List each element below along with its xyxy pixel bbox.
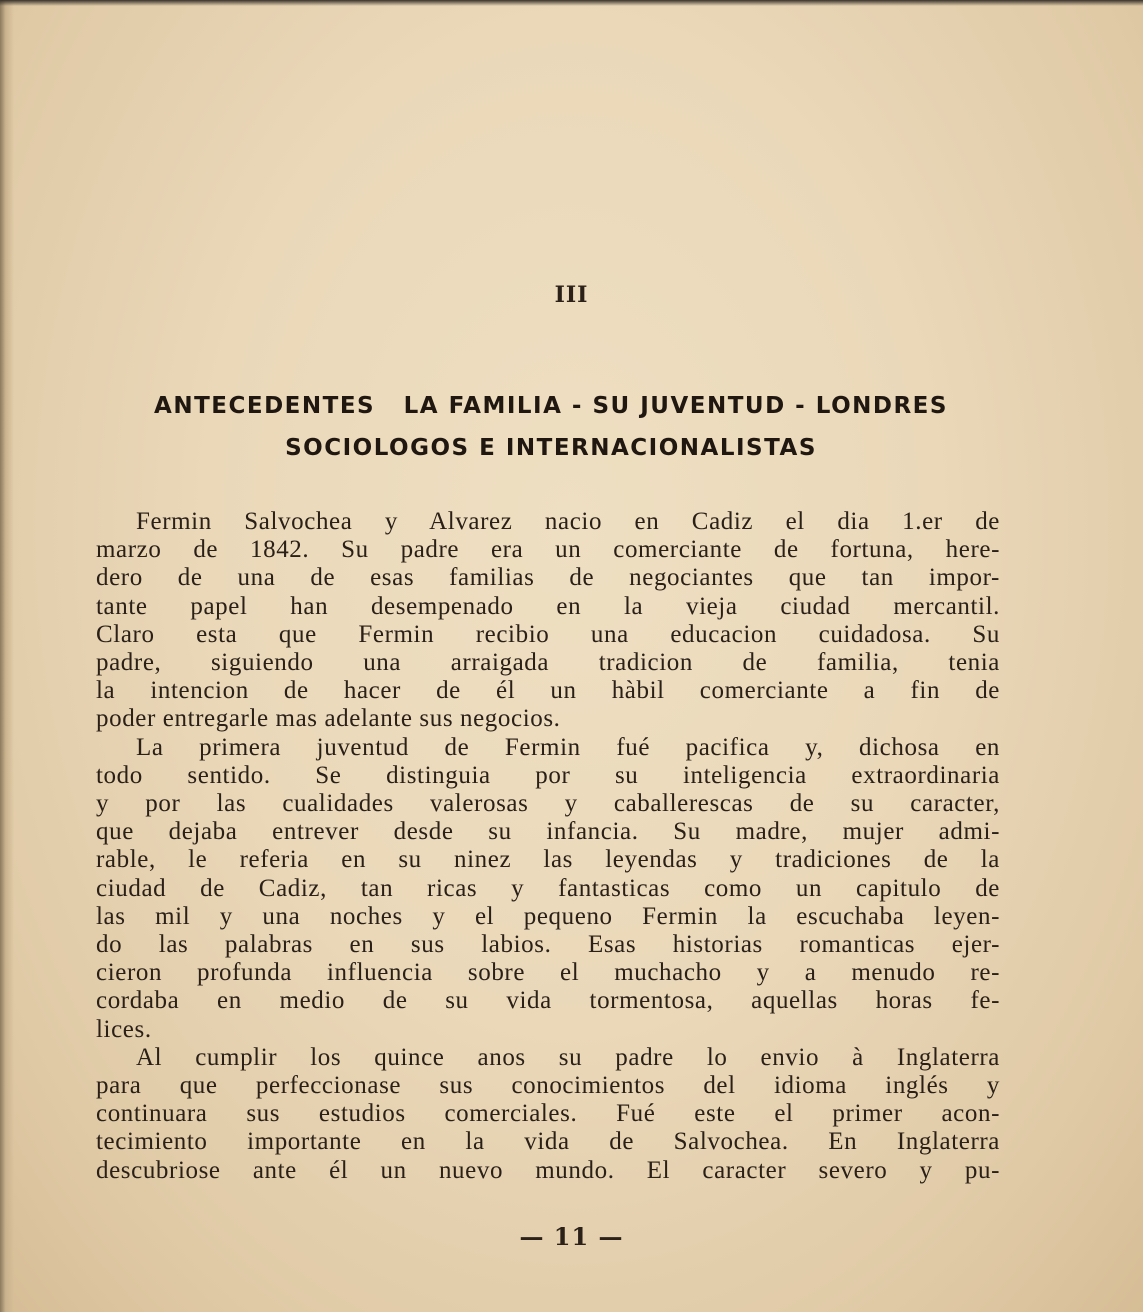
text-line: tecimiento importante en la vida de Salvochea. En Inglaterra: [96, 1128, 1000, 1156]
text-line: Fermin Salvochea y Alvarez nacio en Cadiz el dia 1.er de: [136, 508, 1000, 535]
text-line: padre, siguiendo una arraigada tradicion de familia, tenia: [96, 649, 1000, 677]
text-line: dero de una de esas familias de negociantes que tan impor-: [96, 564, 1000, 592]
text-line: que dejaba entrever desde su infancia. Su madre, mujer admi-: [96, 818, 1000, 846]
text-line: continuara sus estudios comerciales. Fué este el primer acon-: [96, 1100, 1000, 1128]
text-line: marzo de 1842. Su padre era un comerciante de fortuna, here-: [96, 536, 1000, 564]
text-line: Al cumplir los quince anos su padre lo envio à Inglaterra: [136, 1043, 1000, 1071]
chapter-number: III: [554, 282, 589, 308]
chapter-title-line: SOCIOLOGOS E INTERNACIONALISTAS: [285, 435, 817, 461]
text-line: cieron profunda influencia sobre el muchacho y a menudo re-: [96, 959, 1000, 987]
text-line: tante papel han desempenado en la vieja ciudad mercantil.: [96, 592, 1000, 620]
paragraph: [96, 1044, 1000, 1185]
text-line: lices.: [96, 1015, 152, 1043]
chapter-title: [96, 385, 1006, 469]
text-line: descubriose ante él un nuevo mundo. El caracter severo y pu-: [96, 1156, 1000, 1184]
body-text: [96, 508, 1000, 1185]
page-number: — 11 —: [519, 1222, 624, 1251]
page-top-edge: [0, 0, 1143, 6]
text-line: y por las cualidades valerosas y caballerescas de su caracter,: [96, 790, 1000, 818]
paragraph: [96, 734, 1000, 1044]
text-line: las mil y una noches y el pequeno Fermin la escuchaba leyen-: [96, 902, 1000, 930]
text-line: todo sentido. Se distinguia por su inteligencia extraordinaria: [96, 761, 1000, 789]
chapter-title-line: ANTECEDENTES LA FAMILIA - SU JUVENTUD - LONDRES: [154, 393, 948, 419]
text-line: cordaba en medio de su vida tormentosa, aquellas horas fe-: [96, 987, 1000, 1015]
text-line: do las palabras en sus labios. Esas historias romanticas ejer-: [96, 931, 1000, 959]
text-line: para que perfeccionase sus conocimientos del idioma inglés y: [96, 1072, 1000, 1100]
text-line: la intencion de hacer de él un hàbil comerciante a fin de: [96, 677, 1000, 705]
text-line: rable, le referia en su ninez las leyendas y tradiciones de la: [96, 846, 1000, 874]
text-line: Claro esta que Fermin recibio una educacion cuidadosa. Su: [96, 620, 1000, 648]
text-line: poder entregarle mas adelante sus negocios.: [96, 705, 561, 733]
text-line: La primera juventud de Fermin fué pacifica y, dichosa en: [136, 733, 1000, 761]
page-binding-edge: [0, 0, 14, 1312]
paragraph: [96, 508, 1000, 734]
text-line: ciudad de Cadiz, tan ricas y fantasticas como un capitulo de: [96, 874, 1000, 902]
